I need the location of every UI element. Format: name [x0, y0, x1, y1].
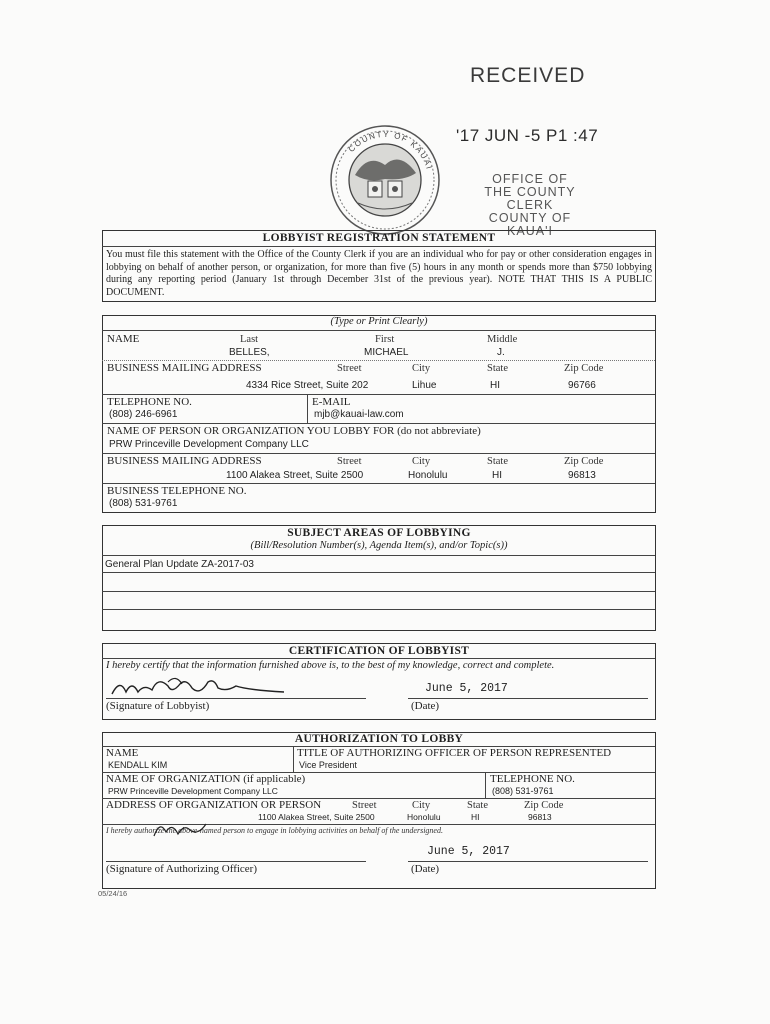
authorizer-address-label: ADDRESS OF ORGANIZATION OR PERSON [106, 799, 322, 811]
form-code: 05/24/16 [98, 889, 128, 898]
authorization-date-label: (Date) [411, 863, 440, 875]
lobbyist-middle-initial: J. [497, 347, 505, 358]
authorization-statement: I hereby authorize the above-named person to engage in lobbying activities on behalf of the undersigned. [106, 826, 443, 835]
email-label: E-MAIL [312, 396, 351, 408]
client-phone-label: BUSINESS TELEPHONE NO. [107, 485, 247, 497]
officer-title: Vice President [299, 760, 357, 770]
client-city: Honolulu [408, 470, 448, 481]
authorizer-street-label: Street [352, 800, 377, 811]
authorization-date: June 5, 2017 [427, 845, 510, 858]
county-seal-icon [328, 123, 442, 237]
client-state-label: State [487, 456, 508, 467]
authorizer-org: PRW Princeville Development Company LLC [108, 786, 278, 796]
registration-title: LOBBYIST REGISTRATION STATEMENT [262, 232, 496, 244]
office-line-2: THE COUNTY CLERK [484, 185, 576, 212]
client-phone: (808) 531-9761 [109, 498, 178, 509]
subject-title: SUBJECT AREAS OF LOBBYING [287, 527, 471, 539]
authorizer-phone: (808) 531-9761 [492, 786, 554, 796]
received-stamp: RECEIVED [470, 64, 586, 87]
authorizer-state: HI [471, 812, 480, 822]
authorization-title: AUTHORIZATION TO LOBBY [294, 733, 464, 745]
client-street-label: Street [337, 456, 362, 467]
telephone-label: TELEPHONE NO. [107, 396, 192, 408]
authorizer-signature-icon [150, 818, 210, 840]
client-zip: 96813 [568, 470, 596, 481]
authorizer-city: Honolulu [407, 812, 441, 822]
client-state: HI [492, 470, 502, 481]
received-date-stamp: '17 JUN -5 P1 :47 [456, 126, 599, 145]
subject-entry-1: General Plan Update ZA-2017-03 [105, 559, 254, 570]
certification-date: June 5, 2017 [425, 682, 508, 695]
lobbyist-state: HI [490, 380, 500, 391]
seal-text: COUNTY OF KAUAI [346, 129, 434, 172]
lobbyist-last-name: BELLES, [229, 347, 270, 358]
authorizer-phone-label: TELEPHONE NO. [490, 773, 575, 785]
business-address-label: BUSINESS MAILING ADDRESS [107, 362, 262, 374]
subject-subtitle: (Bill/Resolution Number(s), Agenda Item(s), and/or Topic(s)) [250, 540, 508, 551]
certification-statement: I hereby certify that the information furnished above is, to the best of my knowledge, correct and complete. [106, 660, 555, 671]
lobbyist-street: 4334 Rice Street, Suite 202 [246, 380, 369, 391]
first-label: First [375, 334, 395, 345]
last-label: Last [240, 334, 259, 345]
authorizer-name: KENDALL KIM [108, 760, 168, 770]
authorizer-city-label: City [412, 800, 431, 811]
type-note: (Type or Print Clearly) [330, 316, 428, 327]
client-street: 1100 Alakea Street, Suite 2500 [226, 470, 364, 481]
zip-label: Zip Code [564, 363, 604, 374]
lobbyist-telephone: (808) 246-6961 [109, 409, 178, 420]
officer-title-label: TITLE OF AUTHORIZING OFFICER OF PERSON REPRESENTED [297, 747, 612, 759]
certification-date-label: (Date) [411, 700, 440, 712]
client-org-label: NAME OF PERSON OR ORGANIZATION YOU LOBBY FOR (do not abbreviate) [107, 425, 481, 437]
lobbyist-email: mjb@kauai-law.com [314, 409, 404, 420]
street-label: Street [337, 363, 362, 374]
client-city-label: City [412, 456, 431, 467]
certification-title: CERTIFICATION OF LOBBYIST [288, 645, 470, 657]
authorizer-name-label: NAME [106, 747, 139, 759]
city-label: City [412, 363, 431, 374]
officer-signature-label: (Signature of Authorizing Officer) [106, 863, 258, 875]
authorizer-state-label: State [467, 800, 488, 811]
authorizer-zip: 96813 [528, 812, 552, 822]
lobbyist-signature-icon [108, 674, 288, 700]
authorizer-street: 1100 Alakea Street, Suite 2500 [258, 812, 375, 822]
client-zip-label: Zip Code [564, 456, 604, 467]
lobbyist-city: Lihue [412, 380, 437, 391]
lobbyist-first-name: MICHAEL [364, 347, 409, 358]
name-label: NAME [107, 333, 140, 345]
office-line-1: OFFICE OF [492, 172, 568, 186]
office-line-3: COUNTY OF KAUA'I [488, 211, 572, 238]
clerk-office-stamp [465, 173, 595, 238]
client-address-label: BUSINESS MAILING ADDRESS [107, 455, 262, 467]
client-org-name: PRW Princeville Development Company LLC [109, 439, 309, 450]
state-label: State [487, 363, 508, 374]
registration-notice: You must file this statement with the Office of the County Clerk if you are an individual who for pay or other consideration engages in lobbying on behalf of another person, or organization, for more than five (5) hours in any month or spends more than $750 lobbying during any reporting period (January 1st through December 31st of the previous year). NOTE THAT THIS IS A PUBLIC DOCUMENT. [106, 249, 652, 298]
authorizer-zip-label: Zip Code [524, 800, 564, 811]
middle-label: Middle [487, 334, 518, 345]
lobbyist-zip: 96766 [568, 380, 596, 391]
lobbyist-signature-label: (Signature of Lobbyist) [106, 700, 210, 712]
authorizer-org-label: NAME OF ORGANIZATION (if applicable) [106, 773, 306, 785]
